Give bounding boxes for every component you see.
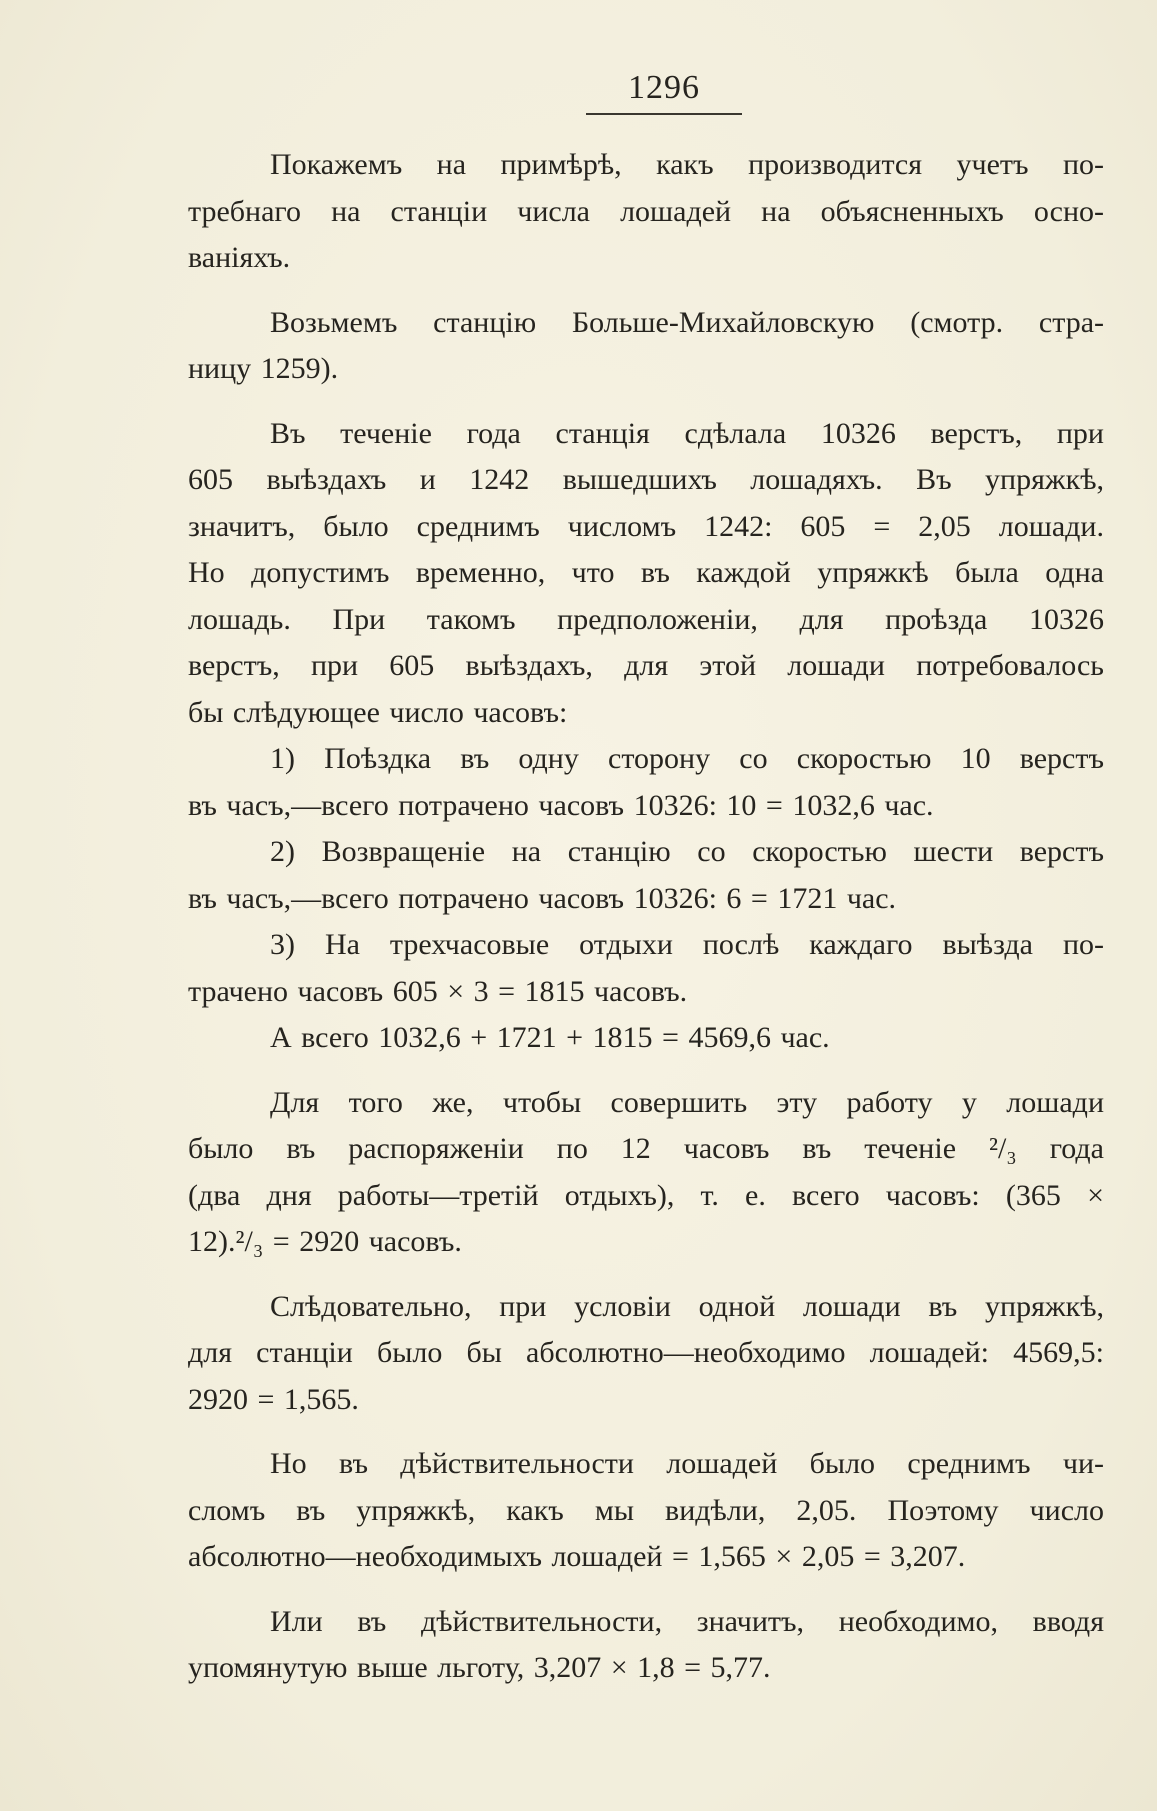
paragraph-4 bbox=[188, 1080, 1104, 1266]
paragraph-3 bbox=[188, 411, 1104, 737]
text-line: сломъ въ упряжкѣ, какъ мы видѣли, 2,05. Поэтому число bbox=[188, 1493, 1104, 1527]
text-line: для станціи было бы абсолютно—необходимо лошадей: 4569,5: bbox=[188, 1336, 1104, 1369]
text-line: абсолютно—необходимыхъ лошадей = 1,565 × 2,05 = 3,207. bbox=[188, 1540, 966, 1573]
total-line bbox=[188, 1015, 1104, 1062]
text-line: Покажемъ на примѣрѣ, какъ производится учетъ по- bbox=[270, 148, 1104, 181]
text-line: 12).²/₃ = 2920 часовъ. bbox=[188, 1225, 462, 1258]
text-line: ницу 1259). bbox=[188, 352, 339, 385]
text-line: Возьмемъ станцію Больше-Михайловскую (смотр. стра- bbox=[270, 305, 1104, 339]
text-line: требнаго на станціи числа лошадей на объясненныхъ осно- bbox=[188, 194, 1104, 228]
text-line: Или въ дѣйствительности, значитъ, необходимо, вводя bbox=[270, 1604, 1104, 1638]
text-line: въ часъ,—всего потрачено часовъ 10326: 6 = 1721 час. bbox=[188, 881, 897, 915]
text-line: лошадь. При такомъ предположеніи, для проѣзда 10326 bbox=[188, 602, 1104, 636]
text-line: Для того же, чтобы совершить эту работу у лошади bbox=[270, 1085, 1104, 1119]
body-text bbox=[188, 142, 1104, 1692]
text-line: Но допустимъ временно, что въ каждой упряжкѣ была одна bbox=[188, 556, 1104, 589]
paragraph-2 bbox=[188, 300, 1104, 393]
text-line: 605 выѣздахъ и 1242 вышедшихъ лошадяхъ. Въ упряжкѣ, bbox=[188, 463, 1104, 496]
text-line: 1) Поѣздка въ одну сторону со скоростью 10 верстъ bbox=[270, 742, 1104, 775]
text-line: трачено часовъ 605 × 3 = 1815 часовъ. bbox=[188, 974, 688, 1008]
list-item-3 bbox=[188, 922, 1104, 1015]
text-line: А всего 1032,6 + 1721 + 1815 = 4569,6 час. bbox=[270, 1021, 830, 1054]
text-line: Въ теченіе года станція сдѣлала 10326 верстъ, при bbox=[270, 416, 1104, 450]
page-number: 1296 bbox=[628, 69, 700, 106]
list-item-1 bbox=[188, 736, 1104, 829]
text-line: было въ распоряженіи по 12 часовъ въ теченіе ²/₃ года bbox=[188, 1132, 1104, 1165]
text-line: 2920 = 1,565. bbox=[188, 1382, 359, 1416]
text-line: ваніяхъ. bbox=[188, 241, 291, 274]
text-line: 3) На трехчасовые отдыхи послѣ каждаго выѣзда по- bbox=[270, 928, 1104, 961]
text-line: 2) Возвращеніе на станцію со скоростью шести верстъ bbox=[270, 835, 1104, 868]
header-rule bbox=[586, 113, 742, 115]
text-line: (два дня работы—третій отдыхъ), т. е. всего часовъ: (365 × bbox=[188, 1178, 1104, 1212]
text-line: значитъ, было среднимъ числомъ 1242: 605 = 2,05 лошади. bbox=[188, 509, 1104, 543]
text-line: въ часъ,—всего потрачено часовъ 10326: 10 = 1032,6 час. bbox=[188, 788, 934, 822]
text-line: упомянутую выше льготу, 3,207 × 1,8 = 5,77. bbox=[188, 1651, 771, 1684]
text-line: бы слѣдующее число часовъ: bbox=[188, 695, 568, 729]
list-item-2 bbox=[188, 829, 1104, 922]
paragraph-7 bbox=[188, 1599, 1104, 1692]
text-line: верстъ, при 605 выѣздахъ, для этой лошади потребовалось bbox=[188, 649, 1104, 682]
paragraph-6 bbox=[188, 1441, 1104, 1581]
paragraph-5 bbox=[188, 1284, 1104, 1424]
text-line: Слѣдовательно, при условіи одной лошади въ упряжкѣ, bbox=[270, 1289, 1104, 1323]
paragraph-1 bbox=[188, 142, 1104, 282]
text-line: Но въ дѣйствительности лошадей было среднимъ чи- bbox=[270, 1447, 1104, 1480]
